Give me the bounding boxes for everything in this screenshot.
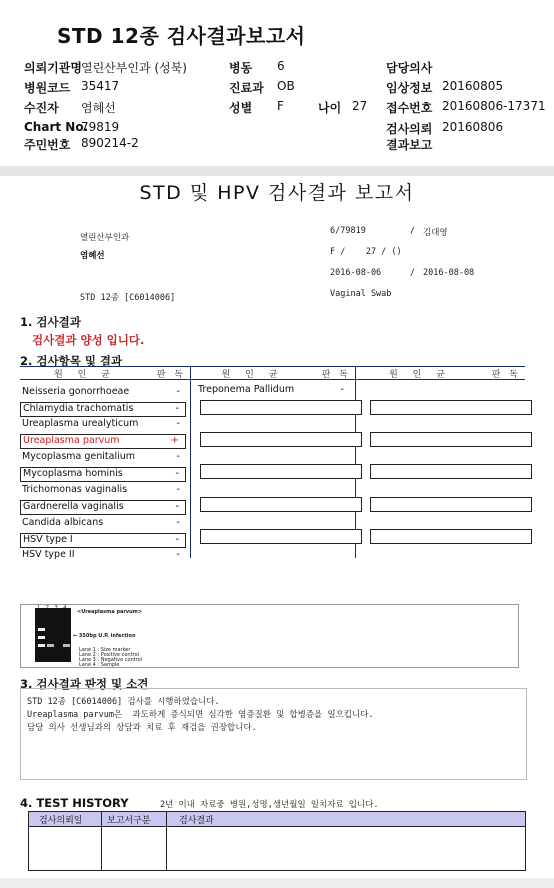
item-result: -	[175, 501, 179, 512]
gel-band-annotation: ← 350bp U.P. infection	[73, 633, 136, 639]
page-bottom	[0, 878, 554, 888]
item-result: -	[176, 451, 180, 462]
empty-result-box	[200, 400, 362, 415]
item-name: Gardnerella vaginalis	[23, 501, 124, 512]
item-result: -	[175, 468, 179, 479]
col-pathogen-2: 원 인 균	[221, 370, 284, 380]
label-department: 진료과	[229, 81, 264, 95]
label-ward: 병동	[229, 61, 253, 75]
opinion-line: STD 12종 [C6014006] 검사를 시행하였습니다.	[27, 697, 220, 707]
col-pathogen-3: 원 인 균	[389, 370, 451, 380]
result-positive-text: 검사결과 양성 입니다.	[32, 333, 145, 347]
history-col-result: 검사결과	[179, 816, 214, 826]
sex-age: F / 27 / ()	[330, 247, 402, 257]
opinion-line: Ureaplasma parvum은 과도하게 증식되면 심각한 염증질환 및 합병증을 일으킵니다.	[27, 710, 374, 720]
gel-electrophoresis-image	[20, 604, 519, 668]
section-1-title: 1. 검사결과	[20, 315, 81, 329]
history-header	[29, 812, 525, 827]
value-sex: F	[277, 99, 284, 113]
report-title: STD 및 HPV 검사결과 보고서	[139, 182, 415, 204]
section-2-title: 2. 검사항목 및 결과	[20, 354, 123, 368]
col-judge-1: 판 독	[156, 370, 186, 380]
label-hospital-code: 병원코드	[24, 81, 71, 95]
column-divider-1	[190, 366, 191, 558]
column-header-3	[355, 366, 525, 380]
value-hospital-code: 35417	[81, 79, 120, 93]
specimen: Vaginal Swab	[330, 289, 392, 299]
item-result: -	[340, 384, 344, 395]
empty-result-box	[370, 400, 532, 415]
item-row	[20, 517, 190, 530]
label-sex: 성별	[229, 101, 253, 115]
gel-legend: Lane 3 : Negative control	[79, 657, 143, 663]
test-code: STD 12종 [C6014006]	[80, 293, 176, 303]
empty-result-box	[200, 464, 362, 479]
item-name: Candida albicans	[22, 517, 104, 528]
item-name: Ureaplasma parvum	[23, 435, 120, 446]
empty-result-box	[200, 497, 362, 512]
summary-header	[0, 0, 554, 167]
item-row-treponema	[196, 384, 354, 397]
item-result: -	[176, 549, 180, 560]
value-institution: 열린산부인과 (성북)	[81, 61, 187, 75]
label-clinical-info: 임상정보	[386, 81, 433, 95]
item-row	[20, 500, 186, 515]
col-judge-3: 판 독	[491, 370, 521, 380]
label-resident-no: 주민번호	[24, 138, 71, 152]
item-name: HSV type II	[22, 549, 75, 560]
doctor-name: 김대영	[423, 228, 448, 238]
value-patient: 염혜선	[81, 101, 116, 115]
item-result: -	[176, 418, 180, 429]
item-row-positive	[20, 434, 186, 449]
label-patient: 수진자	[24, 101, 59, 115]
label-age: 나이	[318, 101, 342, 115]
section-3-title: 3. 검사결과 판정 및 소견	[20, 677, 149, 691]
item-name: Chlamydia trachomatis	[23, 403, 134, 414]
report-header-title: STD 12종 검사결과보고서	[57, 24, 306, 48]
results-table	[20, 366, 525, 566]
item-row	[20, 402, 186, 417]
value-resident-no: 890214-2	[81, 136, 139, 150]
gel-photo	[35, 608, 71, 662]
gel-band	[47, 644, 54, 647]
item-result: +	[170, 435, 179, 446]
history-col-type: 보고서구분	[107, 816, 151, 826]
column-header-2	[190, 366, 355, 380]
page-separator	[0, 166, 554, 176]
column-header-1	[20, 366, 190, 380]
value-receipt-no: 20160806-17371	[442, 99, 546, 113]
hospital-name: 열린산부인과	[80, 233, 130, 243]
item-row	[20, 549, 190, 562]
label-doctor: 담당의사	[386, 61, 433, 75]
item-name: HSV type I	[23, 534, 73, 545]
item-name: Mycoplasma genitalium	[22, 451, 136, 462]
item-result: -	[175, 534, 179, 545]
gel-band	[38, 628, 45, 631]
item-row	[20, 484, 190, 497]
value-ward: 6	[277, 59, 285, 73]
history-note: 2년 이내 자료중 병원,성명,생년월일 일치자료 입니다.	[160, 800, 379, 810]
slash-2: /	[410, 268, 416, 278]
empty-result-box	[370, 529, 532, 544]
col-pathogen-1: 원 인 균	[54, 370, 116, 380]
gel-legend: Lane 1 : Size marker	[79, 647, 131, 653]
item-name: Treponema Pallidum	[198, 384, 295, 395]
item-row	[20, 386, 190, 399]
item-row	[20, 418, 190, 431]
empty-result-box	[200, 529, 362, 544]
label-chart-no: Chart No.	[24, 120, 89, 134]
patient-name: 염혜선	[80, 251, 105, 261]
section-4-title: 4. TEST HISTORY	[20, 796, 129, 810]
item-name: Trichomonas vaginalis	[22, 484, 128, 495]
item-result: -	[176, 386, 180, 397]
value-request-date: 20160806	[442, 120, 504, 134]
label-report-date: 결과보고	[386, 138, 433, 152]
empty-result-box	[370, 432, 532, 447]
test-history-table	[28, 811, 526, 871]
gel-label: <Ureaplasma parvum>	[77, 609, 143, 615]
item-result: -	[176, 517, 180, 528]
item-row	[20, 467, 186, 482]
gel-legend: Lane 2 : Positive control	[79, 652, 139, 658]
date-to: 2016-08-08	[423, 268, 475, 278]
scanned-report	[10, 176, 544, 880]
history-divider	[166, 812, 167, 870]
label-institution: 의뢰기관명	[24, 61, 82, 75]
slash-1: /	[410, 226, 416, 236]
item-result: -	[175, 403, 179, 414]
history-divider	[101, 812, 102, 870]
opinion-box	[20, 688, 527, 780]
gel-band	[38, 644, 45, 647]
date-from: 2016-08-06	[330, 268, 382, 278]
label-request-date: 검사의뢰	[386, 122, 433, 136]
gel-band	[38, 636, 45, 639]
value-age: 27	[352, 99, 368, 113]
value-clinical-info: 20160805	[442, 79, 504, 93]
empty-result-box	[370, 464, 532, 479]
item-result: -	[176, 484, 180, 495]
col-judge-2: 판 독	[321, 370, 351, 380]
gel-legend: Lane 4 : Sample	[79, 662, 120, 668]
opinion-line: 담당 의사 선생님과의 상담과 치료 후 재검을 권장합니다.	[27, 723, 257, 733]
item-row	[20, 533, 186, 548]
gel-band	[63, 644, 70, 647]
value-chart-no: 79819	[81, 120, 120, 134]
history-col-date: 검사의뢰일	[39, 816, 83, 826]
item-name: Neisseria gonorrhoeae	[22, 386, 130, 397]
item-name: Ureaplasma urealyticum	[22, 418, 139, 429]
item-name: Mycoplasma hominis	[23, 468, 123, 479]
label-receipt-no: 접수번호	[386, 101, 433, 115]
item-row	[20, 451, 190, 464]
empty-result-box	[200, 432, 362, 447]
chart-ward: 6/79819	[330, 226, 366, 236]
empty-result-box	[370, 497, 532, 512]
value-department: OB	[277, 79, 295, 93]
